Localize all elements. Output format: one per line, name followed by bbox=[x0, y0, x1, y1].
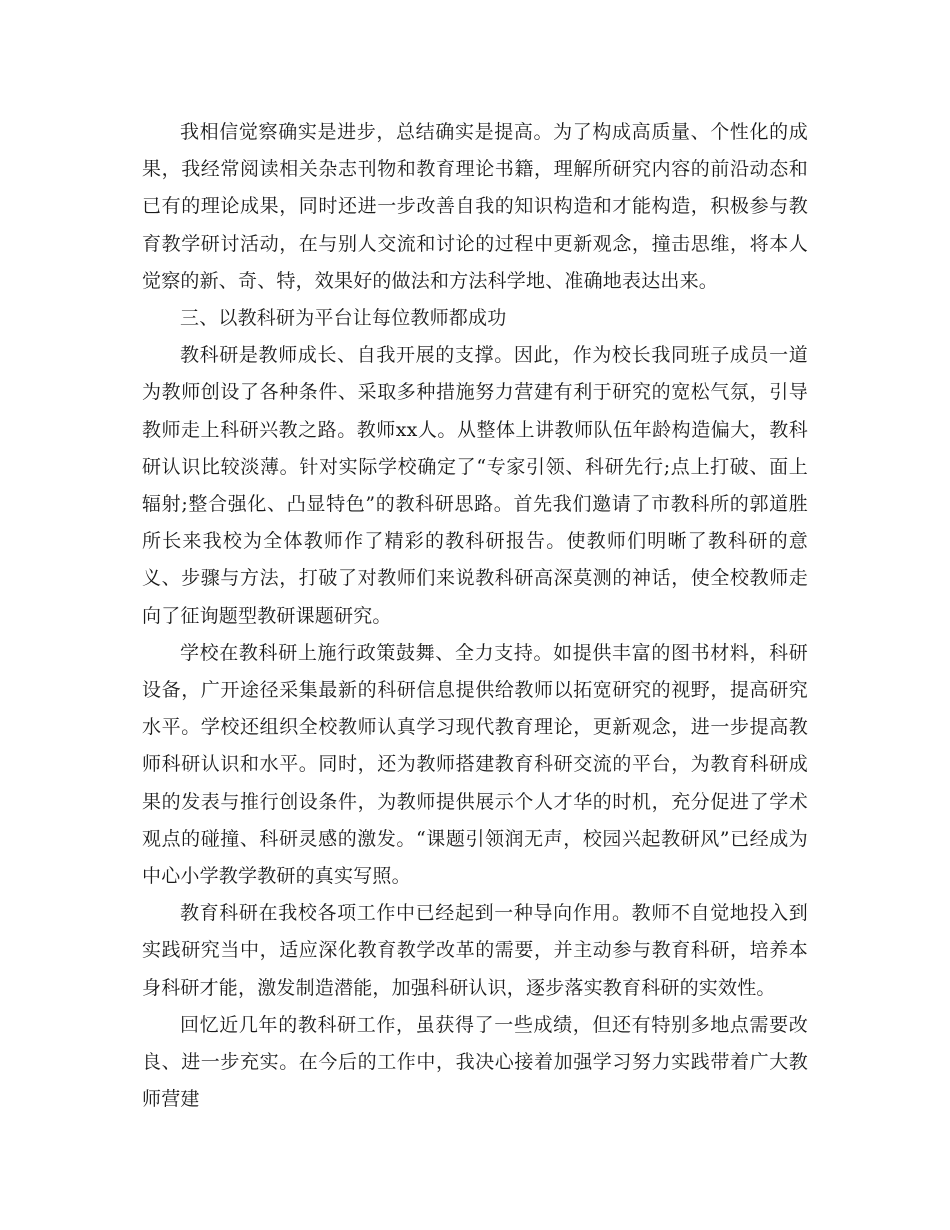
paragraph-school-support: 学校在教科研上施行政策鼓舞、全力支持。如提供丰富的图书材料，科研设备，广开途径采集最新的科研信息提供给教师以拓宽研究的视野，提高研究水平。学校还组织全校教师认真学习现代教育理论，更新观念，进一步提高教师科研认识和水平。同时，还为教师搭建教育科研交流的平台，为教育科研成果的发表与推行创设条件，为教师提供展示个人才华的时机，充分促进了学术观点的碰撞、科研灵感的激发。“课题引领润无声，校园兴起教研风”已经成为中心小学教学教研的真实写照。 bbox=[142, 641, 808, 888]
section-heading-three: 三、以教科研为平台让每位教师都成功 bbox=[180, 307, 507, 330]
paragraph-reflection: 我相信觉察确实是进步，总结确实是提高。为了构成高质量、个性化的成果，我经常阅读相关杂志刊物和教育理论书籍，理解所研究内容的前沿动态和已有的理论成果，同时还进一步改善自我的知识构造和才能构造，积极参与教育教学研讨活动，在与别人交流和讨论的过程中更新观念，撞击思维，将本人觉察的新、奇、特，效果好的做法和方法科学地、准确地表达出来。 bbox=[142, 121, 808, 292]
paragraph-teacher-growth: 教科研是教师成长、自我开展的支撑。因此，作为校长我同班子成员一道为教师创设了各种条件、采取多种措施努力营建有利于研究的宽松气氛，引导教师走上科研兴教之路。教师xx人。从整体上讲教师队伍年龄构造偏大，教科研认识比较淡薄。针对实际学校确定了“专家引领、科研先行;点上打破、面上辐射;整合强化、凸显特色”的教科研思路。首先我们邀请了市教科所的郭道胜所长来我校为全体教师作了精彩的教科研报告。使教师们明晰了教科研的意义、步骤与方法，打破了对教师们来说教科研高深莫测的神话，使全校教师走向了征询题型教研课题研究。 bbox=[142, 344, 808, 627]
paragraph-guiding-role: 教育科研在我校各项工作中已经起到一种导向作用。教师不自觉地投入到实践研究当中，适应深化教育教学改革的需要，并主动参与教育科研，培养本身科研才能，激发制造潜能，加强科研认识，逐步落实教育科研的实效性。 bbox=[142, 902, 808, 999]
paragraph-review: 回忆近几年的教科研工作，虽获得了一些成绩，但还有特别多地点需要改良、进一步充实。在今后的工作中，我决心接着加强学习努力实践带着广大教师营建 bbox=[142, 1013, 808, 1111]
document-body bbox=[142, 114, 808, 1118]
